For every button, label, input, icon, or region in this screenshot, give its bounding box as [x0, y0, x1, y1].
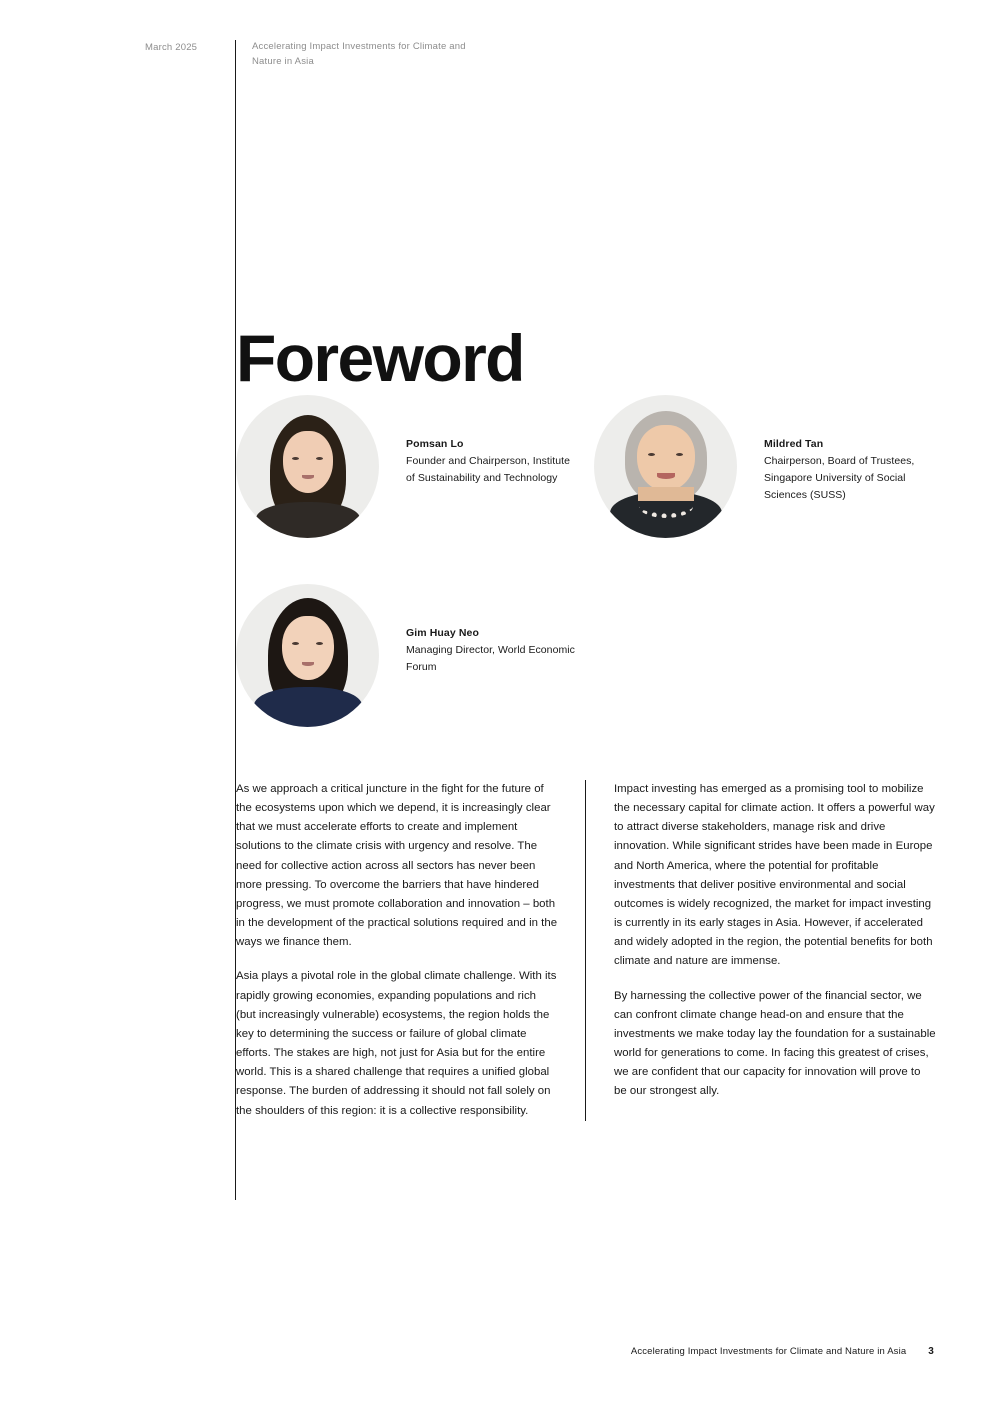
author-role: Managing Director, World Economic Forum — [406, 644, 575, 673]
portrait-face-shape — [637, 425, 695, 491]
portrait-eye-right — [316, 457, 323, 460]
authors-row-top — [236, 395, 936, 538]
portrait-eye-left — [648, 453, 655, 456]
portrait-gim-huay-neo — [236, 584, 379, 727]
author-name: Pomsan Lo — [406, 438, 464, 450]
portrait-pomsan-lo — [236, 395, 379, 538]
paragraph: Impact investing has emerged as a promising tool to mobilize the necessary capital for climate action. It offers a powerful way to attract diverse stakeholders, manage risk and drive innovation. While significant strides have been made in Europe and North America, where the potential for profitable investments that deliver positive environmental and social outcomes is widely recognized, the market for impact investing is currently in its early stages in Asia. However, if accelerated and widely adopted in the region, the potential benefits for both climate and nature are immense. — [613, 783, 935, 968]
author-card — [236, 395, 594, 538]
column-divider — [585, 780, 586, 1121]
author-name: Mildred Tan — [764, 438, 824, 450]
footer-page-number: 3 — [928, 1346, 934, 1357]
body-text-columns — [236, 780, 936, 1121]
portrait-face-shape — [282, 616, 334, 680]
portrait-mouth — [302, 662, 314, 666]
header-report-title: Accelerating Impact Investments for Climate and Nature in Asia — [252, 41, 466, 67]
portrait-mildred-tan — [594, 395, 737, 538]
page-header — [145, 40, 482, 74]
author-details — [737, 395, 934, 504]
authors-block — [236, 395, 936, 727]
author-card — [236, 584, 594, 727]
paragraph: By harnessing the collective power of the financial sector, we can confront climate change head-on and ensure that the investments we make today lay the foundation for a sustainable world for generations to come. In facing this greatest of crises, we are confident that our capacity for innovation will prove to be our strongest ally. — [613, 989, 936, 1098]
author-role: Chairperson, Board of Trustees, Singapore University of Social Sciences (SUSS) — [764, 455, 915, 501]
page-title: Foreword — [236, 321, 524, 396]
author-details — [379, 395, 576, 487]
portrait-eye-left — [292, 642, 299, 645]
footer-title: Accelerating Impact Investments for Climate and Nature in Asia — [630, 1346, 907, 1357]
portrait-eye-right — [676, 453, 683, 456]
author-card — [594, 395, 934, 538]
portrait-necklace-shape — [639, 495, 693, 518]
header-date: March 2025 — [145, 42, 198, 53]
author-details — [379, 584, 576, 676]
portrait-torso-shape — [254, 687, 362, 727]
portrait-torso-shape — [256, 502, 360, 538]
portrait-mouth — [657, 473, 675, 479]
portrait-face-shape — [283, 431, 333, 493]
body-column-right — [614, 780, 936, 1121]
portrait-eye-left — [292, 457, 299, 460]
portrait-eye-right — [316, 642, 323, 645]
authors-row-bottom — [236, 584, 936, 727]
body-column-left — [236, 780, 558, 1121]
portrait-mouth — [302, 475, 314, 479]
paragraph: As we approach a critical juncture in the fight for the future of the ecosystems upon which we depend, it is increasingly clear that we must accelerate efforts to create and implement solutions to the climate crisis with urgency and resolve. The need for collective action across all sectors has never been more pressing. To overcome the barriers that have hindered progress, we must promote collaboration and innovation – both in the development of the practical solutions required and in the ways we finance them. — [236, 783, 558, 949]
page-footer — [631, 1346, 934, 1357]
paragraph: Asia plays a pivotal role in the global climate challenge. With its rapidly growing economies, expanding populations and rich (but increasingly vulnerable) ecosystems, the region holds the key to determining the success or failure of global climate efforts. The stakes are high, not just for Asia but for the entire world. This is a shared challenge that requires a unified global response. The burden of addressing it should not fall solely on the shoulders of this region: it is a collective responsibility. — [236, 970, 557, 1117]
author-name: Gim Huay Neo — [406, 627, 479, 639]
author-role: Founder and Chairperson, Institute of Sustainability and Technology — [406, 455, 570, 484]
